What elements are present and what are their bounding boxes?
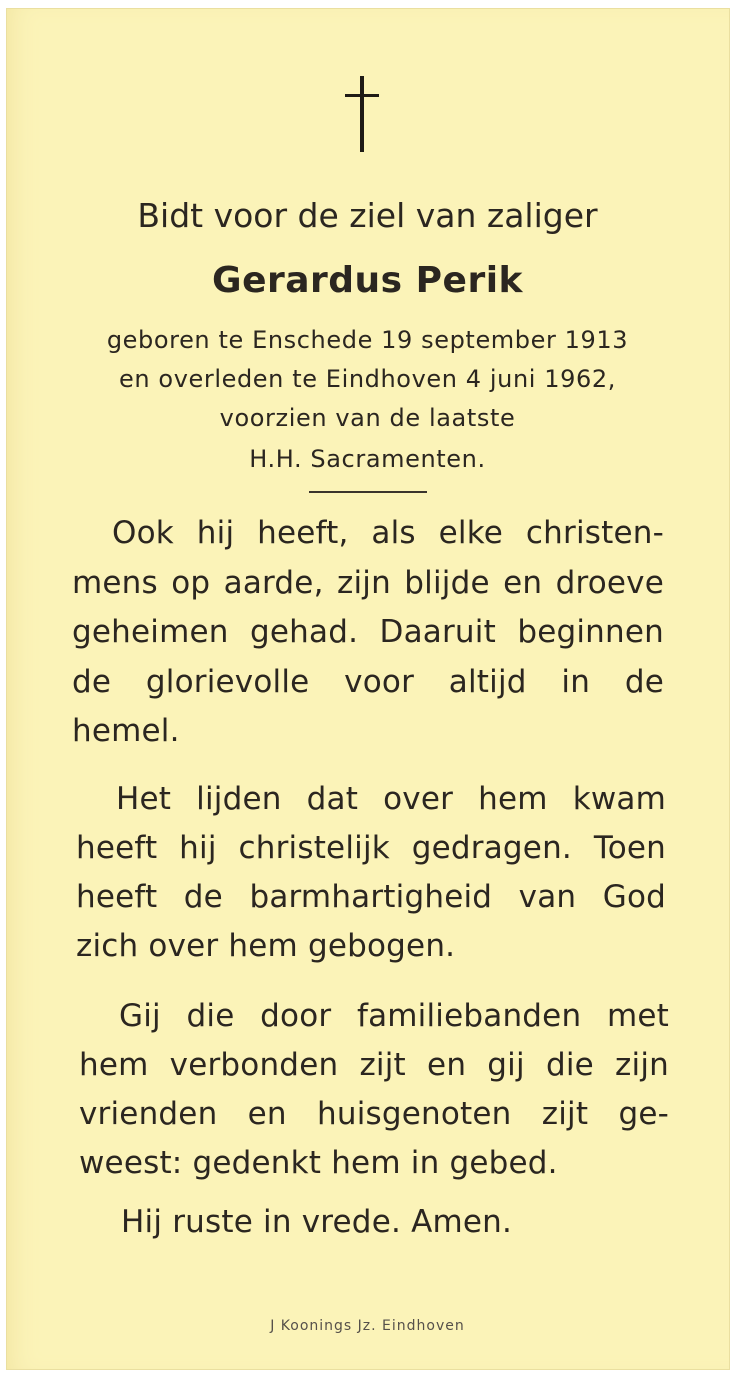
death-line: en overleden te Eindhoven 4 juni 1962, bbox=[119, 365, 616, 393]
cross-icon bbox=[345, 76, 379, 152]
divider bbox=[309, 491, 427, 493]
deceased-name: Gerardus Perik bbox=[212, 260, 523, 301]
paragraph-3-line-1: Gij die door familiebanden met bbox=[119, 998, 669, 1034]
paragraph-2-line-2: heeft hij christelijk gedragen. Toen bbox=[76, 830, 666, 866]
paragraph-1-line-4: de glorievolle voor altijd in de bbox=[72, 664, 664, 700]
sacraments-line-2: H.H. Sacramenten. bbox=[249, 445, 486, 473]
paragraph-1-line-1: Ook hij heeft, als elke christen- bbox=[112, 515, 664, 551]
heading: Bidt voor de ziel van zaliger bbox=[137, 196, 598, 235]
paragraph-2-line-4: zich over hem gebogen. bbox=[76, 928, 456, 964]
paragraph-2-line-1: Het lijden dat over hem kwam bbox=[116, 781, 666, 817]
birth-line: geboren te Enschede 19 september 1913 bbox=[106, 326, 629, 354]
sacraments-line-1: voorzien van de laatste bbox=[219, 404, 516, 432]
paragraph-3-line-4: weest: gedenkt hem in gebed. bbox=[79, 1145, 558, 1181]
paragraph-1-line-2: mens op aarde, zijn blijde en droeve bbox=[72, 565, 664, 601]
paragraph-2-line-3: heeft de barmhartigheid van God bbox=[76, 879, 666, 915]
paragraph-3-line-3: vrienden en huisgenoten zijt ge- bbox=[79, 1096, 669, 1132]
printer-imprint: J Koonings Jz. Eindhoven bbox=[270, 1318, 465, 1334]
closing-prayer: Hij ruste in vrede. Amen. bbox=[121, 1204, 513, 1240]
paragraph-1-line-5: hemel. bbox=[72, 713, 180, 749]
paragraph-1-line-3: geheimen gehad. Daaruit beginnen bbox=[72, 614, 664, 650]
paragraph-3-line-2: hem verbonden zijt en gij die zijn bbox=[79, 1047, 669, 1083]
